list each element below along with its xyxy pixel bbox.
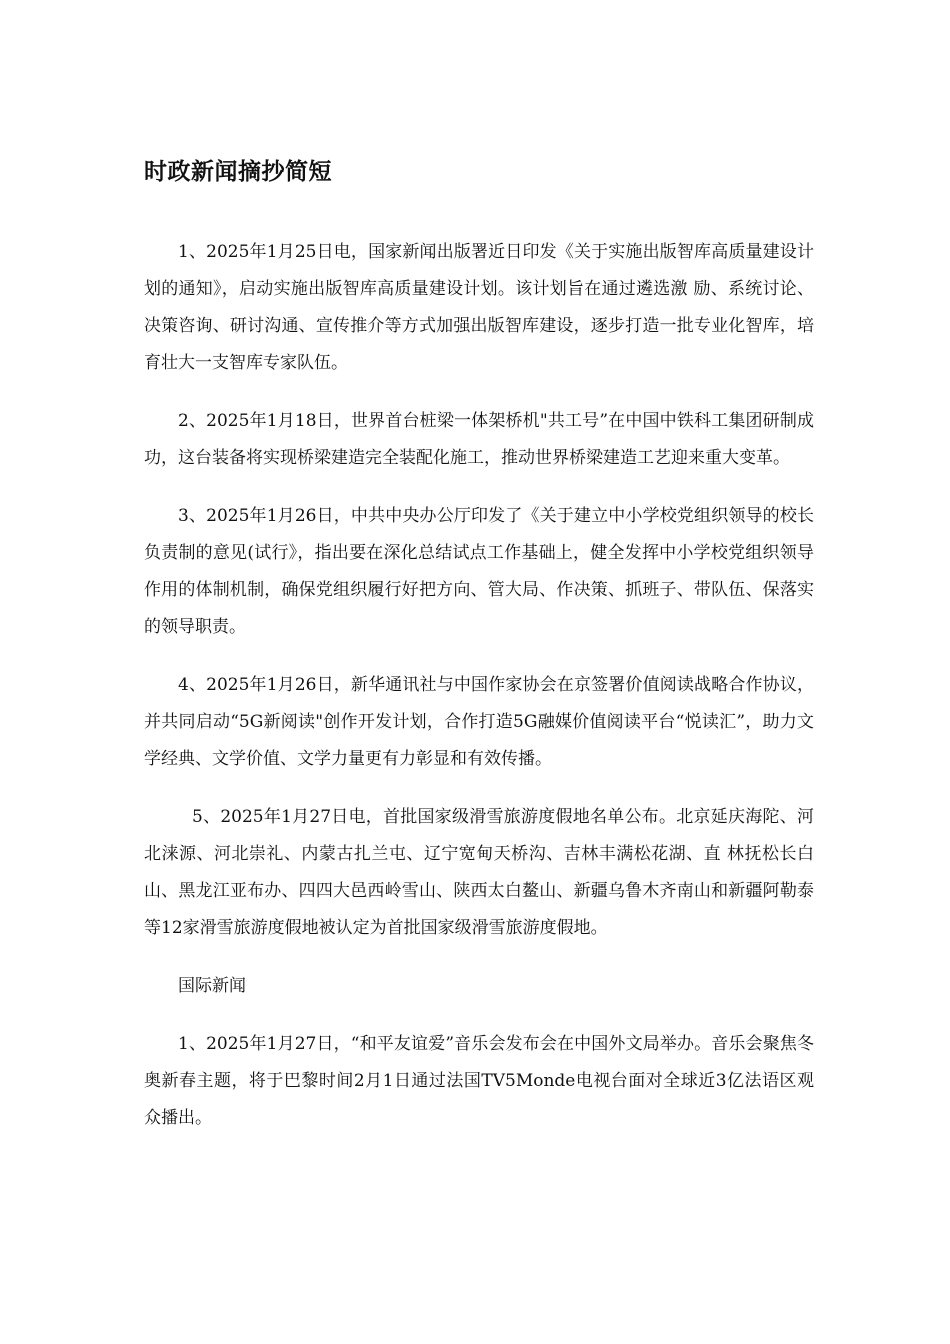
news-item-5: 5、2025年1月27日电，首批国家级滑雪旅游度假地名单公布。北京延庆海陀、河北涞源、河北崇礼、内蒙古扎兰屯、辽宁宽甸天桥沟、吉林丰满松花湖、直 林抚松长白山、黑龙江亚布办、四四大邑西岭雪山、陕西太白鳌山、新疆乌鲁木齐南山和新疆阿勒泰等12家滑雪旅游度假地被认定为首批国家级滑雪旅游度假地。 xyxy=(144,807,814,938)
section-heading-international: 国际新闻 xyxy=(178,976,246,996)
document-body xyxy=(144,234,814,1158)
document-title: 时政新闻摘抄简短 xyxy=(144,159,332,185)
news-item-1: 1、2025年1月25日电，国家新闻出版署近日印发《关于实施出版智库高质量建设计划的通知》，启动实施出版智库高质量建设计划。该计划旨在通过遴选激 励、系统讨论、决策咨询、研讨沟通、宣传推介等方式加强出版智库建设，逐步打造一批专业化智库，培育壮大一支智库专家队伍。 xyxy=(144,242,814,373)
news-item-2: 2、2025年1月18日，世界首台桩梁一体架桥机"共工号”在中国中铁科工集团研制成功，这台装备将实现桥梁建造完全装配化施工，推动世界桥梁建造工艺迎来重大变革。 xyxy=(144,411,814,468)
news-item-4: 4、2025年1月26日，新华通讯社与中国作家协会在京签署价值阅读战略合作协议，并共同启动“5G新阅读"创作开发计划，合作打造5G融媒价值阅读平台“悦读汇”，助力文学经典、文学价值、文学力量更有力彰显和有效传播。 xyxy=(144,675,814,769)
international-news-item-1: 1、2025年1月27日，“和平友谊爱”音乐会发布会在中国外文局举办。音乐会聚焦冬奥新春主题，将于巴黎时间2月1日通过法国TV5Monde电视台面对全球近3亿法语区观众播出。 xyxy=(144,1034,814,1128)
news-item-3: 3、2025年1月26日，中共中央办公厅印发了《关于建立中小学校党组织领导的校长负责制的意见(试行》，指出要在深化总结试点工作基础上，健全发挥中小学校党组织领导作用的体制机制，确保党组织履行好把方向、管大局、作决策、抓班子、带队伍、保落实的领导职责。 xyxy=(144,506,814,637)
